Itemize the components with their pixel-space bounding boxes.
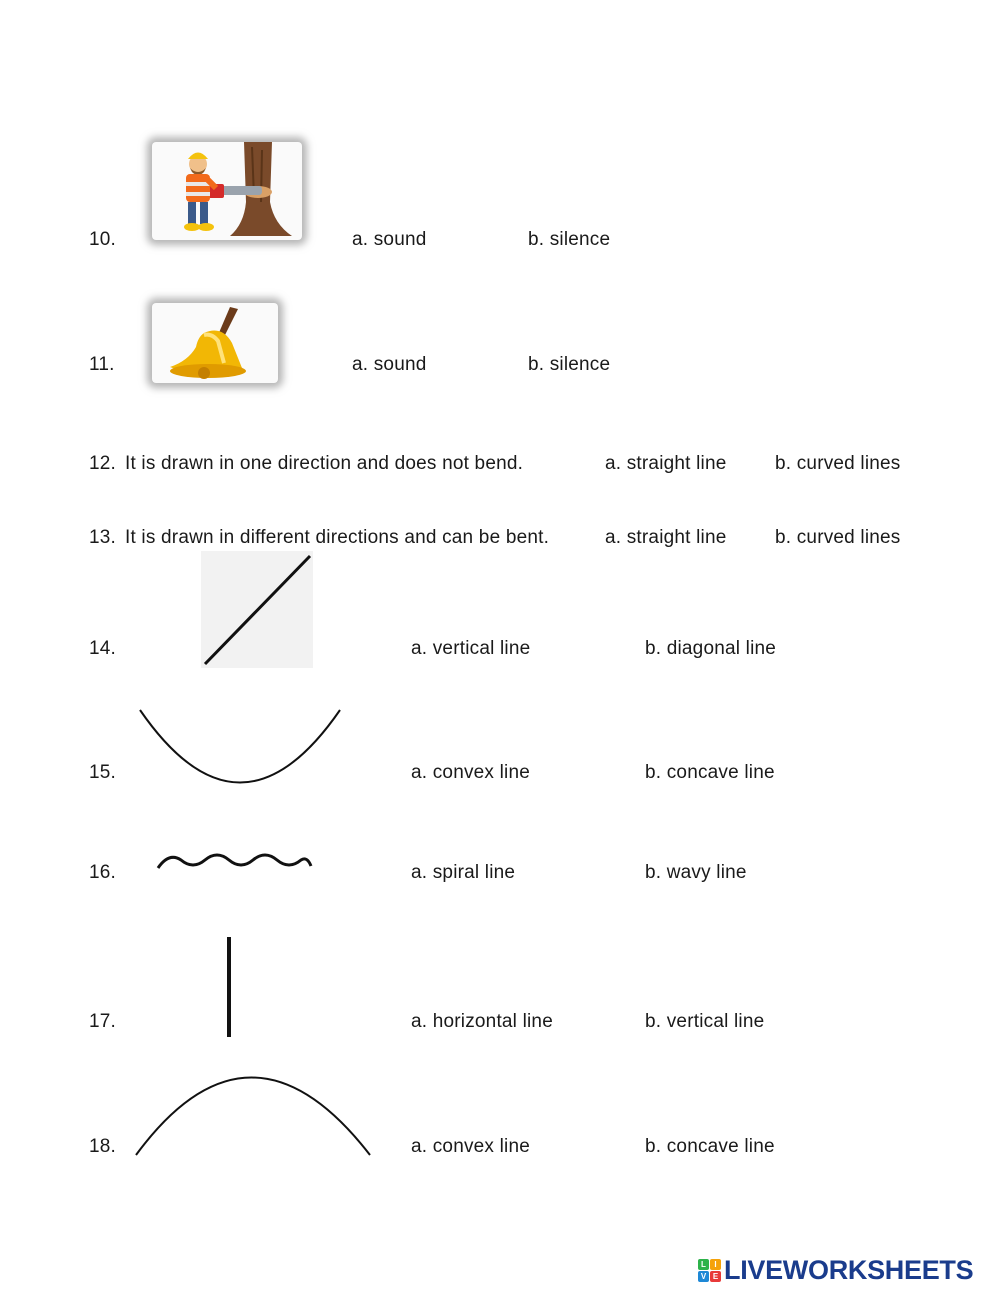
- question-16-option-b[interactable]: b. wavy line: [645, 862, 747, 883]
- question-18-option-a[interactable]: a. convex line: [411, 1136, 530, 1157]
- question-17-option-b[interactable]: b. vertical line: [645, 1011, 765, 1032]
- question-14-option-b[interactable]: b. diagonal line: [645, 638, 777, 659]
- question-12-number: 12.: [89, 453, 117, 474]
- question-12-option-b[interactable]: b. curved lines: [775, 453, 901, 474]
- question-17-number: 17.: [89, 1011, 117, 1032]
- question-17-option-a[interactable]: a. horizontal line: [411, 1011, 553, 1032]
- question-11-number: 11.: [89, 354, 115, 375]
- question-14-number: 14.: [89, 638, 117, 659]
- convex-curve-stroke: [136, 1078, 370, 1156]
- question-16-number: 16.: [89, 862, 117, 883]
- question-13-option-a[interactable]: a. straight line: [605, 527, 727, 548]
- question-11-option-a[interactable]: a. sound: [352, 354, 427, 375]
- question-10-number: 10.: [89, 229, 117, 250]
- liveworksheets-logo-icon: L I V E: [698, 1259, 721, 1282]
- liveworksheets-logo[interactable]: [698, 1256, 973, 1284]
- bell-image: [152, 303, 278, 383]
- question-11-option-b[interactable]: b. silence: [528, 354, 611, 375]
- question-15-option-b[interactable]: b. concave line: [645, 762, 775, 783]
- question-14-option-a[interactable]: a. vertical line: [411, 638, 531, 659]
- question-18-option-b[interactable]: b. concave line: [645, 1136, 775, 1157]
- wavy-line-stroke: [158, 855, 311, 868]
- question-13-text: It is drawn in different directions and can be bent.: [125, 527, 550, 548]
- question-10-option-a[interactable]: a. sound: [352, 229, 427, 250]
- concave-curve-image: [135, 705, 345, 795]
- question-12-option-a[interactable]: a. straight line: [605, 453, 727, 474]
- question-15-number: 15.: [89, 762, 117, 783]
- vertical-line-image: [224, 936, 234, 1038]
- question-10-option-b[interactable]: b. silence: [528, 229, 611, 250]
- liveworksheets-logo-text: LIVEWORKSHEETS: [724, 1254, 974, 1285]
- question-18-number: 18.: [89, 1136, 117, 1157]
- diagonal-line-image: [201, 551, 313, 668]
- question-15-option-a[interactable]: a. convex line: [411, 762, 530, 783]
- question-13-option-b[interactable]: b. curved lines: [775, 527, 901, 548]
- chainsaw-tree-image: [152, 142, 302, 240]
- question-12-text: It is drawn in one direction and does not bend.: [125, 453, 524, 474]
- concave-curve-stroke: [140, 710, 340, 783]
- convex-curve-image: [132, 1060, 374, 1158]
- question-13-number: 13.: [89, 527, 117, 548]
- wavy-line-image: [155, 848, 315, 878]
- question-16-option-a[interactable]: a. spiral line: [411, 862, 516, 883]
